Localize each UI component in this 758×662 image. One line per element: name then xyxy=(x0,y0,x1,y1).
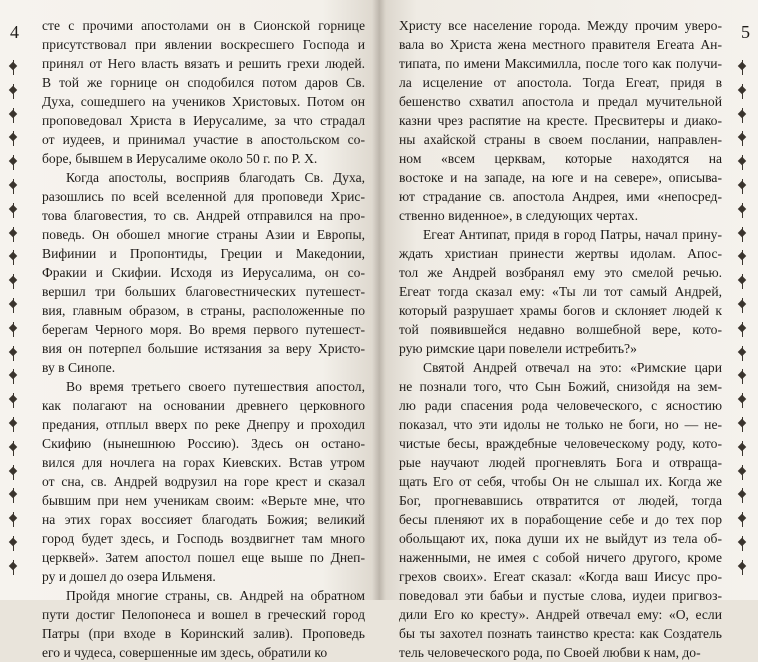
ornament-icon xyxy=(738,155,746,170)
text-line: Вифинии и Пропонтиды, Греции и Македонии, xyxy=(42,246,365,261)
ornament-icon xyxy=(9,60,17,75)
ornament-icon xyxy=(738,274,746,289)
text-line: тель человеческого рода, по Своей любви к нам, до- xyxy=(399,645,701,660)
text-line: бесы пленяют их в порабощение себе и до тех пор xyxy=(399,512,722,527)
page-number: 4 xyxy=(10,22,19,42)
ornament-icon xyxy=(9,536,17,551)
text-line: принял от Него власть вязать и решить грехи людей. xyxy=(42,56,365,71)
text-line: типата, по имени Максимилла, после того как получи- xyxy=(399,56,722,71)
text-line: вия, главным образом, в страны, расположенные по xyxy=(42,303,365,318)
ornament-icon xyxy=(9,203,17,218)
ornament-icon xyxy=(738,227,746,242)
ornament-icon xyxy=(738,488,746,503)
text-line: поведовал эти бабьи и пустые слова, иудеи пригвоз- xyxy=(399,588,722,603)
text-line: обольщают их, пока души их не выйдут из тела об- xyxy=(399,531,722,546)
ornament-icon xyxy=(9,488,17,503)
ornament-icon xyxy=(738,346,746,361)
text-line: предания, отплыл вверх по реке Днепру и проходил xyxy=(42,417,365,432)
text-line: вала во Христа жена местного правителя Егеата Ан- xyxy=(399,37,722,52)
ornament-icon xyxy=(9,274,17,289)
text-line: его и чудеса, совершенные им здесь, обратили ко xyxy=(42,645,328,660)
text-line: от иудеев, и принимал участие в апостольском со- xyxy=(42,132,365,147)
book-gutter xyxy=(372,0,386,600)
ornament-icon xyxy=(738,393,746,408)
ornament-icon xyxy=(9,227,17,242)
text-line: от сна, св. Андрей водрузил на горе крест и сказал xyxy=(42,474,365,489)
ornament-icon xyxy=(9,512,17,527)
text-line: той появившейся недавно волшебной вере, кото- xyxy=(399,322,722,337)
text-line: боре, бывшем в Иерусалиме около 50 г. по Р. Х. xyxy=(42,151,318,166)
text-line: ву в Синопе. xyxy=(42,360,116,375)
ornament-icon xyxy=(738,108,746,123)
text-line: Духа, сошедшего на учеников Христовых. Потом он xyxy=(42,94,365,109)
text-line: рую римские цари повелели истребить?» xyxy=(399,341,637,356)
text-line: не познали того, что Сын Божий, снизойдя на зем- xyxy=(399,379,722,394)
ornament-icon xyxy=(9,417,17,432)
text-line: Егеат тогда сказал ему: «Ты ли тот самый Андрей, xyxy=(399,284,722,299)
text-line: показал, что эти идолы не только не боги, но — не- xyxy=(399,417,722,432)
text-line: В той же горнице он сподобился потом даров Св. xyxy=(42,75,365,90)
ornamental-border xyxy=(736,60,748,575)
text-line: Егеат Антипат, придя в город Патры, начал прину- xyxy=(423,227,722,242)
ornament-icon xyxy=(9,346,17,361)
ornament-icon xyxy=(9,179,17,194)
text-line: на этих горах воссияет благодать Божия; великий xyxy=(42,512,365,527)
text-line: бывшим при нем ученикам своим: «Верьте мне, что xyxy=(42,493,365,508)
text-line: сте с прочими апостолами он в Сионской горнице xyxy=(42,18,365,33)
ornament-icon xyxy=(738,298,746,313)
text-line: рые научают людей прогневлять Бога и отвраща- xyxy=(399,455,722,470)
text-line: Скифию (нынешнюю Россию). Здесь он остано- xyxy=(42,436,365,451)
ornament-icon xyxy=(9,108,17,123)
text-line: востоке и на западе, на юге и на севере», описыва- xyxy=(399,170,722,185)
ornament-icon xyxy=(9,393,17,408)
ornament-icon xyxy=(738,203,746,218)
ornament-icon xyxy=(9,560,17,575)
ornament-icon xyxy=(738,536,746,551)
text-line: Когда апостолы, восприяв благодать Св. Духа, xyxy=(66,170,365,185)
text-line: казни чрез распятие на кресте. Пресвитеры и диако- xyxy=(399,113,722,128)
text-line: бы ты захотел познать таинство креста: как Создатель xyxy=(399,626,722,641)
text-line: чистые бесы, враждебные человеческому роду, кото- xyxy=(399,436,722,451)
text-line: Во время третьего своего путешествия апостол, xyxy=(66,379,365,394)
text-line: Фракии и Скифии. Исходя из Иерусалима, он со- xyxy=(42,265,365,280)
page-text xyxy=(42,16,365,662)
left-page xyxy=(0,0,379,660)
ornament-icon xyxy=(9,250,17,265)
text-line: Патры (при входе в Коринский залив). Проповедь xyxy=(42,626,365,641)
ornament-icon xyxy=(9,155,17,170)
text-line: поведь. Он обошел многие страны Азии и Европы, xyxy=(42,227,365,242)
text-line: который разрушает храмы богов и склоняет людей к xyxy=(399,303,722,318)
text-line: Пройдя многие страны, св. Андрей на обратном xyxy=(66,588,365,603)
text-line: дили Его ко кресту». Андрей отвечал ему: «О, если xyxy=(399,607,722,622)
text-line: пути достиг Пелопонеса и вошел в греческий город xyxy=(42,607,365,622)
text-line: город будет здесь, и Господь воздвигнет там много xyxy=(42,531,365,546)
ornament-icon xyxy=(9,465,17,480)
text-line: ственно виденное», в следующих чертах. xyxy=(399,208,638,223)
text-line: това благовестия, то св. Андрей отправился на про- xyxy=(42,208,365,223)
text-line: ны ахайской страны в своем послании, направлен- xyxy=(399,132,722,147)
text-line: вился для ночлега на горах Киевских. Встав утром xyxy=(42,455,365,470)
ornament-icon xyxy=(9,131,17,146)
ornament-icon xyxy=(738,60,746,75)
text-line: грехов своих». Егеат сказал: «Когда ваш Иисус про- xyxy=(399,569,722,584)
ornament-icon xyxy=(9,441,17,456)
text-line: ла исцеление от апостола. Тогда Егеат, придя в xyxy=(399,75,722,90)
ornament-icon xyxy=(9,322,17,337)
ornament-icon xyxy=(738,322,746,337)
ornament-icon xyxy=(738,512,746,527)
text-line: ждать христиан принести жертвы идолам. Апос- xyxy=(399,246,722,261)
ornament-icon xyxy=(738,441,746,456)
text-line: церквей». Затем апостол пошел еще выше по Днеп- xyxy=(42,550,365,565)
text-line: Святой Андрей отвечал на это: «Римские цари xyxy=(423,360,722,375)
text-line: бешенство схватил апостола и предал мучительной xyxy=(399,94,722,109)
text-line: проповедовал Христа в Иерусалиме, за что страдал xyxy=(42,113,365,128)
ornamental-border xyxy=(7,60,19,575)
ornament-icon xyxy=(738,179,746,194)
ornament-icon xyxy=(9,298,17,313)
text-line: вершил три больших благовестнических путешест- xyxy=(42,284,365,299)
text-line: лю ради спасения рода человеческого, с ясностию xyxy=(399,398,722,413)
ornament-icon xyxy=(738,560,746,575)
ornament-icon xyxy=(9,369,17,384)
text-line: вия он потерпел большие истязания за веру Христо- xyxy=(42,341,365,356)
right-page xyxy=(379,0,758,660)
page-text xyxy=(399,16,722,662)
page-number: 5 xyxy=(741,22,750,42)
ornament-icon xyxy=(738,369,746,384)
text-line: Христу все население города. Между прочим уверо- xyxy=(399,18,722,33)
text-line: тол же Андрей возбранял ему это смелой речью. xyxy=(399,265,722,280)
text-line: наженными, не имея с собой ничего другого, кроме xyxy=(399,550,722,565)
ornament-icon xyxy=(738,131,746,146)
text-line: ру и дошел до озера Ильменя. xyxy=(42,569,216,584)
ornament-icon xyxy=(738,250,746,265)
ornament-icon xyxy=(9,84,17,99)
text-line: ют страдание св. апостола Андрея, ими «непосред- xyxy=(399,189,722,204)
ornament-icon xyxy=(738,84,746,99)
text-line: разошлись по всей вселенной для проповеди Хрис- xyxy=(42,189,365,204)
text-line: ном «всем церквам, которые находятся на xyxy=(399,151,722,166)
text-line: присутствовал при явлении воскресшего Господа и xyxy=(42,37,365,52)
ornament-icon xyxy=(738,465,746,480)
text-line: щать Его от себя, чтобы Он не слышал их. Когда же xyxy=(399,474,722,489)
text-line: как полагают на основании древнего церковного xyxy=(42,398,365,413)
ornament-icon xyxy=(738,417,746,432)
text-line: Бог, прогневавшись отвратится от людей, тогда xyxy=(399,493,722,508)
text-line: берегам Черного моря. Во время первого путешест- xyxy=(42,322,365,337)
